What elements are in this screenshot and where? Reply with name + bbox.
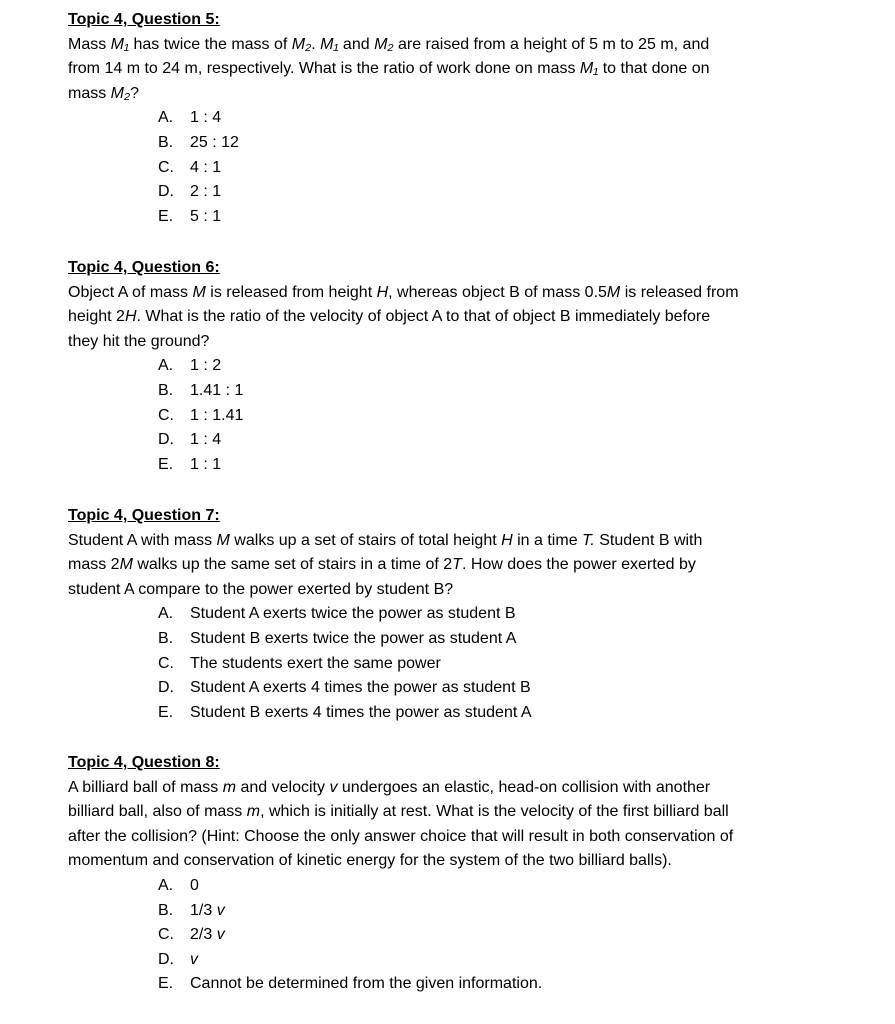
math-variable: m [222, 778, 237, 796]
choice-text [190, 407, 243, 424]
choice-letter: B. [158, 133, 174, 151]
text-segment: 2 : 1 [190, 183, 222, 201]
choice-text [190, 134, 239, 151]
choice-letter: D. [158, 950, 174, 968]
text-segment: after the collision? (Hint: Choose the only answer choice that will result in both conservation of [68, 827, 734, 845]
math-variable: v [216, 926, 225, 944]
choice-letter: D. [158, 183, 174, 201]
math-variable: v [190, 950, 198, 968]
question-block [68, 751, 868, 997]
text-segment: 1 : 1.41 [190, 406, 244, 424]
text-segment: mass [68, 84, 111, 102]
choice-letter: E. [158, 455, 174, 473]
text-segment: they hit the ground? [68, 332, 210, 350]
question-block [68, 504, 868, 725]
text-segment: 25 : 12 [190, 133, 239, 151]
text-segment: Student A exerts twice the power as student B [190, 605, 516, 623]
question-text-line [68, 849, 868, 874]
answer-choice [158, 972, 868, 997]
choice-letter: B. [158, 381, 174, 399]
text-segment: Student B exerts 4 times the power as student A [190, 703, 532, 721]
question-title: Topic 4, Question 7: [68, 507, 220, 524]
text-segment: billiard ball, also of mass [68, 803, 247, 821]
answer-choice [158, 404, 868, 429]
choice-letter: C. [158, 158, 174, 176]
text-segment: Student B exerts twice the power as student A [190, 629, 517, 647]
choice-letter: B. [158, 629, 174, 647]
text-segment: and velocity [236, 778, 330, 796]
answer-choice [158, 874, 868, 899]
question-block [68, 8, 868, 229]
choice-letter: C. [158, 926, 174, 944]
math-variable: H [124, 308, 137, 326]
text-segment: 4 : 1 [190, 158, 222, 176]
question-text-line [68, 578, 868, 603]
answer-choice [158, 701, 868, 726]
math-variable: M [606, 283, 621, 301]
text-segment: . How does the power exerted by [461, 556, 696, 574]
math-variable: M [216, 531, 230, 549]
question-text-line [68, 281, 868, 306]
text-segment: A billiard ball of mass [68, 778, 223, 796]
text-segment: 2/3 [190, 926, 217, 944]
math-variable: T. [582, 531, 595, 549]
answer-choice [158, 106, 868, 131]
answer-choice [158, 180, 868, 205]
text-segment: , which is initially at rest. What is the velocity of the first billiard ball [260, 803, 729, 821]
choice-text [190, 975, 542, 992]
text-segment: 0 [190, 876, 199, 894]
choice-text [190, 159, 221, 176]
text-segment: Student A with mass [68, 531, 217, 549]
question-text-line [68, 305, 868, 330]
math-variable: H [376, 283, 389, 301]
text-segment: height 2 [68, 308, 125, 326]
text-segment: , whereas object B of mass 0.5 [388, 283, 607, 301]
question-text-line [68, 529, 868, 554]
question-text-line [68, 800, 868, 825]
math-variable: M₁ [320, 35, 339, 53]
answer-choice [158, 428, 868, 453]
text-segment: in a time [512, 531, 583, 549]
answer-choice [158, 205, 868, 230]
text-segment: 1/3 [190, 901, 217, 919]
choice-letter: E. [158, 975, 174, 993]
text-segment: . [311, 35, 321, 53]
text-segment: from 14 m to 24 m, respectively. What is the ratio of work done on mass [68, 60, 580, 78]
text-segment: 1 : 4 [190, 109, 222, 127]
choice-letter: A. [158, 605, 174, 623]
answer-choice [158, 627, 868, 652]
math-variable: M₂ [374, 35, 394, 53]
choice-text [190, 704, 532, 721]
choice-text [190, 902, 225, 919]
choice-text [190, 183, 221, 200]
answer-choices [158, 106, 868, 229]
choice-letter: D. [158, 679, 174, 697]
choice-letter: A. [158, 876, 174, 894]
text-segment: 1 : 2 [190, 357, 222, 375]
text-segment: undergoes an elastic, head-on collision with another [337, 778, 711, 796]
question-text-line [68, 57, 868, 82]
choice-text [190, 431, 221, 448]
answer-choice [158, 652, 868, 677]
text-segment: is released from height [205, 283, 377, 301]
question-title: Topic 4, Question 5: [68, 11, 220, 28]
answer-choices [158, 602, 868, 725]
choice-letter: A. [158, 109, 174, 127]
choice-text [190, 655, 441, 672]
choice-text [190, 109, 221, 126]
math-variable: m [246, 803, 261, 821]
math-variable: v [216, 901, 225, 919]
text-segment: mass 2 [68, 556, 120, 574]
text-segment: Object A of mass [68, 283, 193, 301]
text-segment: walks up a set of stairs of total height [229, 531, 502, 549]
text-segment: to that done on [598, 60, 710, 78]
answer-choice [158, 453, 868, 478]
choice-text [190, 926, 225, 943]
choice-text [190, 357, 221, 374]
choice-text [190, 877, 199, 894]
math-variable: T [452, 556, 462, 574]
choice-letter: C. [158, 406, 174, 424]
answer-choices [158, 874, 868, 997]
choice-letter: A. [158, 357, 174, 375]
choice-text [190, 951, 198, 968]
text-segment: Student A exerts 4 times the power as student B [190, 679, 531, 697]
text-segment: momentum and conservation of kinetic energy for the system of the two billiard balls). [68, 852, 672, 870]
question-text-line [68, 825, 868, 850]
choice-letter: D. [158, 431, 174, 449]
text-segment: 1.41 : 1 [190, 381, 244, 399]
choice-text [190, 605, 516, 622]
text-segment: walks up the same set of stairs in a time of 2 [132, 556, 453, 574]
choice-text [190, 630, 516, 647]
text-segment: 1 : 4 [190, 431, 222, 449]
question-block [68, 256, 868, 477]
question-text-line [68, 33, 868, 58]
answer-choice [158, 379, 868, 404]
text-segment: Student B with [594, 531, 703, 549]
text-segment: and [338, 35, 375, 53]
answer-choices [158, 354, 868, 477]
math-variable: M₂ [110, 84, 131, 102]
text-segment: Mass [68, 35, 111, 53]
text-segment: is released from [620, 283, 739, 301]
answer-choice [158, 156, 868, 181]
choice-letter: E. [158, 703, 174, 721]
math-variable: H [501, 531, 513, 549]
question-title: Topic 4, Question 6: [68, 259, 220, 276]
choice-text [190, 208, 221, 225]
answer-choice [158, 899, 868, 924]
choice-letter: E. [158, 207, 174, 225]
choice-letter: B. [158, 901, 174, 919]
answer-choice [158, 923, 868, 948]
text-segment: Cannot be determined from the given information. [190, 975, 543, 993]
question-text-line [68, 330, 868, 355]
choice-text [190, 679, 531, 696]
choice-letter: C. [158, 654, 174, 672]
math-variable: M₁ [579, 60, 599, 78]
text-segment: 1 : 1 [190, 455, 222, 473]
choice-text [190, 456, 221, 473]
text-segment: 5 : 1 [190, 207, 222, 225]
question-text-line [68, 776, 868, 801]
text-segment: . What is the ratio of the velocity of object A to that of object B immediately before [136, 308, 711, 326]
math-variable: v [329, 778, 338, 796]
choice-text [190, 382, 243, 399]
question-title: Topic 4, Question 8: [68, 754, 220, 771]
math-variable: M₁ [110, 35, 130, 53]
math-variable: M₂ [291, 35, 312, 53]
answer-choice [158, 676, 868, 701]
text-segment: The students exert the same power [190, 654, 441, 672]
text-segment: student A compare to the power exerted by student B? [68, 580, 454, 598]
math-variable: M [192, 283, 206, 301]
answer-choice [158, 354, 868, 379]
answer-choice [158, 602, 868, 627]
text-segment: are raised from a height of 5 m to 25 m, and [393, 35, 710, 53]
math-variable: M [119, 556, 133, 574]
question-text-line [68, 553, 868, 578]
text-segment: ? [130, 84, 140, 102]
answer-choice [158, 131, 868, 156]
question-text-line [68, 82, 868, 107]
text-segment: has twice the mass of [129, 35, 292, 53]
answer-choice [158, 948, 868, 973]
